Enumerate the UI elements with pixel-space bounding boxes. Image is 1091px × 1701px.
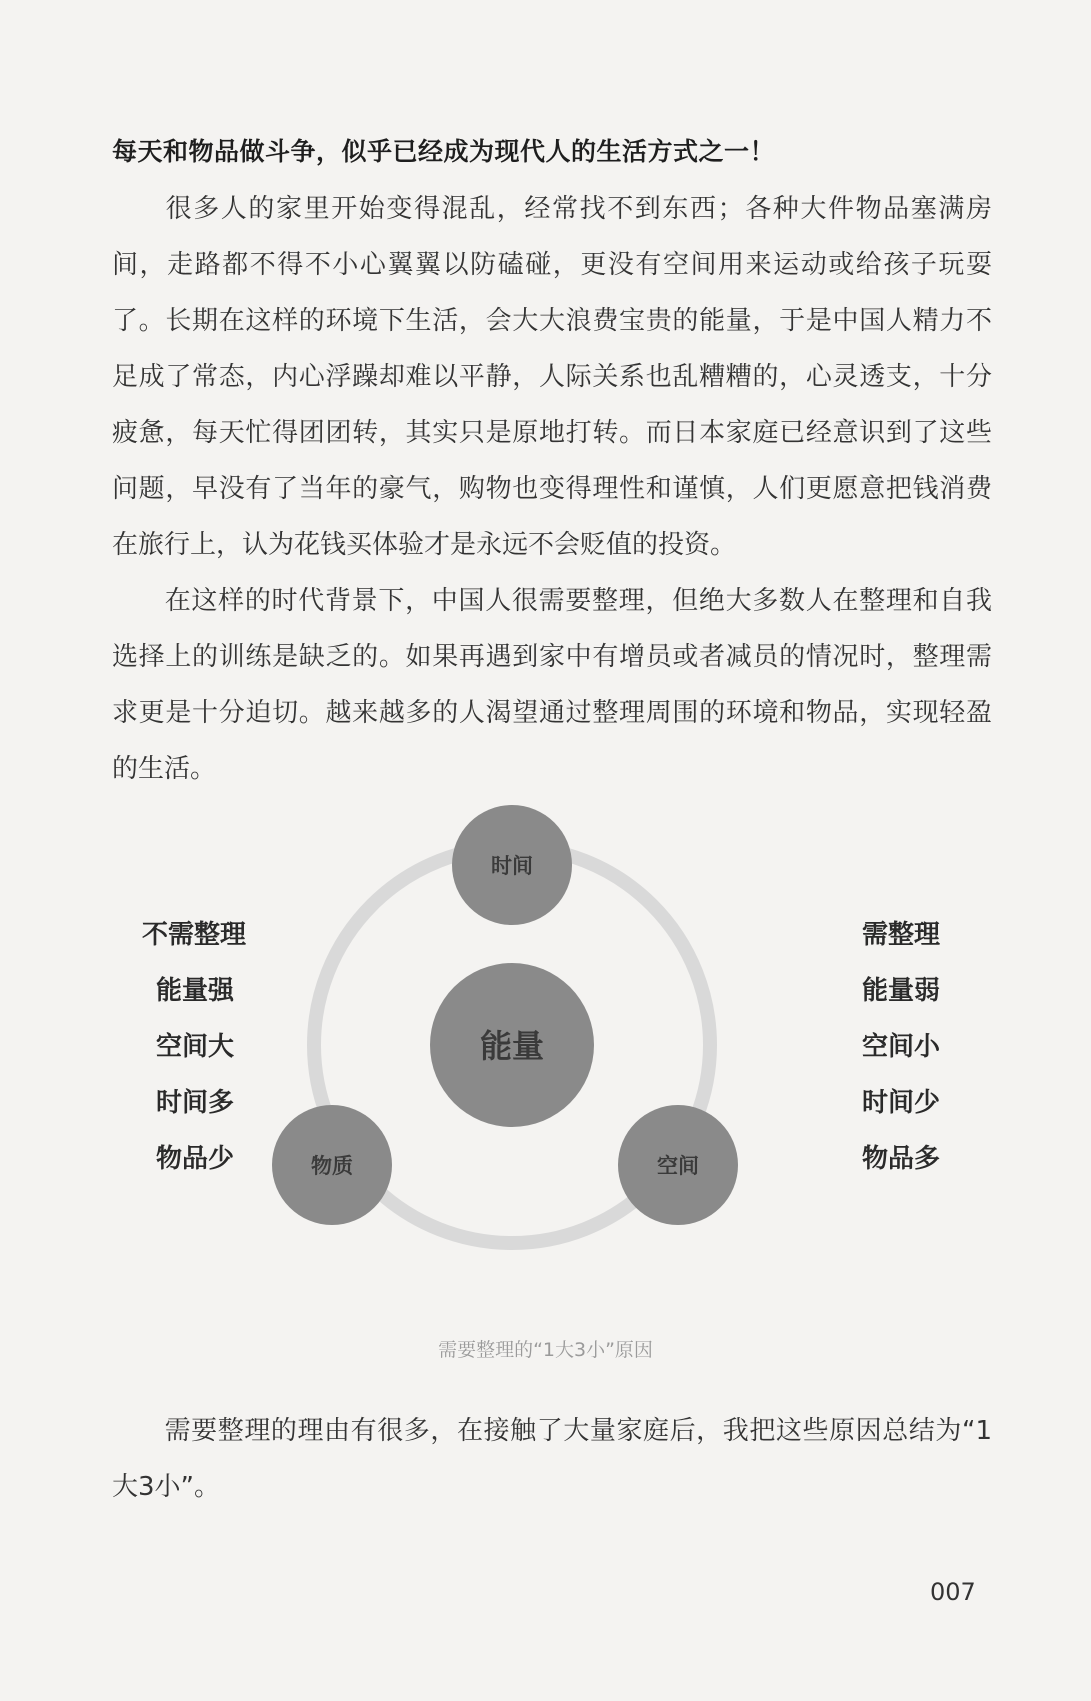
- right-list-item: 需整理: [862, 920, 941, 950]
- paragraph-3: [112, 1403, 992, 1515]
- right-list: [862, 907, 940, 1187]
- left-list-item: 不需整理: [142, 920, 247, 950]
- left-list: [142, 907, 246, 1187]
- left-list-item: 物品少: [156, 1144, 235, 1174]
- paragraph-1: [112, 181, 992, 573]
- energy-diagram: [112, 800, 992, 1320]
- paragraph-1-text: 很多人的家里开始变得混乱，经常找不到东西；各种大件物品塞满房间，走路都不得不小心翼翼以防磕碰，更没有空间用来运动或给孩子玩耍了。长期在这样的环境下生活，会大大浪费宝贵的能量，于是中国人精力不足成了常态，内心浮躁却难以平静，人际关系也乱糟糟的，心灵透支，十分疲惫，每天忙得团团转，其实只是原地打转。而日本家庭已经意识到了这些问题，早没有了当年的豪气，购物也变得理性和谨慎，人们更愿意把钱消费在旅行上，认为花钱买体验才是永远不会贬值的投资。: [112, 194, 992, 560]
- node-label-bottom-right: 空间: [657, 1154, 699, 1178]
- center-label: 能量: [479, 1027, 545, 1065]
- node-label-top: 时间: [491, 854, 533, 878]
- page-number: 007: [930, 1578, 976, 1606]
- right-list-item: 物品多: [862, 1144, 941, 1174]
- left-list-item: 时间多: [156, 1088, 235, 1118]
- right-list-item: 时间少: [862, 1088, 941, 1118]
- diagram-caption: 需要整理的“1大3小”原因: [438, 1339, 653, 1361]
- right-list-item: 空间小: [862, 1032, 941, 1062]
- node-label-bottom-left: 物质: [311, 1154, 353, 1178]
- paragraph-2: [112, 573, 992, 797]
- left-list-item: 能量强: [156, 976, 235, 1006]
- paragraph-3-text: 需要整理的理由有很多，在接触了大量家庭后，我把这些原因总结为“1大3小”。: [112, 1416, 992, 1502]
- paragraph-2-text: 在这样的时代背景下，中国人很需要整理，但绝大多数人在整理和自我选择上的训练是缺乏的。如果再遇到家中有增员或者减员的情况时，整理需求更是十分迫切。越来越多的人渴望通过整理周围的环境和物品，实现轻盈的生活。: [112, 586, 992, 784]
- left-list-item: 空间大: [156, 1032, 235, 1062]
- section-heading: 每天和物品做斗争，似乎已经成为现代人的生活方式之一！: [112, 137, 776, 166]
- right-list-item: 能量弱: [862, 976, 941, 1006]
